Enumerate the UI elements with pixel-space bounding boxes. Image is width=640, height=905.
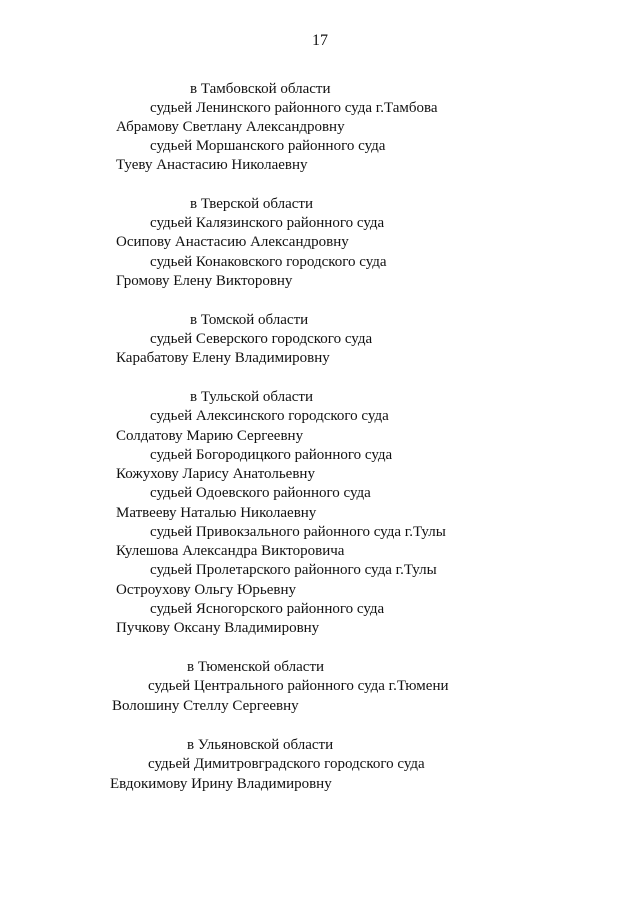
judge-name: Осипову Анастасию Александровну bbox=[116, 234, 349, 250]
appointment-line: судьей Ясногорского районного суда bbox=[150, 601, 385, 617]
region-heading: в Тульской области bbox=[190, 389, 314, 405]
appointment-line: судьей Пролетарского районного суда г.Тулы bbox=[150, 562, 437, 578]
region-heading: в Тюменской области bbox=[187, 659, 325, 675]
appointment-line: судьей Димитровградского городского суда bbox=[148, 756, 425, 772]
region-heading: в Тамбовской области bbox=[190, 81, 331, 97]
judge-name: Евдокимову Ирину Владимировну bbox=[110, 776, 332, 792]
region-heading: в Ульяновской области bbox=[187, 737, 334, 753]
appointment-line: судьей Моршанского районного суда bbox=[150, 138, 386, 154]
judge-name: Кожухову Ларису Анатольевну bbox=[116, 466, 315, 482]
judge-name: Солдатову Марию Сергеевну bbox=[116, 428, 304, 444]
judge-name: Туеву Анастасию Николаевну bbox=[116, 157, 308, 173]
appointment-line: судьей Алексинского городского суда bbox=[150, 408, 389, 424]
appointment-line: судьей Одоевского районного суда bbox=[150, 485, 371, 501]
appointment-line: судьей Богородицкого районного суда bbox=[150, 447, 393, 463]
judge-name: Матвееву Наталью Николаевну bbox=[116, 505, 317, 521]
judge-name: Громову Елену Викторовну bbox=[116, 273, 293, 289]
region-heading: в Томской области bbox=[190, 312, 309, 328]
appointment-line: судьей Привокзального районного суда г.Тулы bbox=[150, 524, 446, 540]
judge-name: Кулешова Александра Викторовича bbox=[116, 543, 345, 559]
judge-name: Остроухову Ольгу Юрьевну bbox=[116, 582, 296, 598]
judge-name: Волошину Стеллу Сергеевну bbox=[112, 698, 299, 714]
appointment-line: судьей Ленинского районного суда г.Тамбова bbox=[150, 100, 438, 116]
appointment-line: судьей Калязинского районного суда bbox=[150, 215, 385, 231]
appointment-line: судьей Центрального районного суда г.Тюмени bbox=[148, 678, 449, 694]
region-heading: в Тверской области bbox=[190, 196, 314, 212]
judge-name: Абрамову Светлану Александровну bbox=[116, 119, 345, 135]
appointment-line: судьей Конаковского городского суда bbox=[150, 254, 387, 270]
page-number: 17 bbox=[312, 32, 328, 49]
appointment-line: судьей Северского городского суда bbox=[150, 331, 373, 347]
judge-name: Пучкову Оксану Владимировну bbox=[116, 620, 320, 636]
judge-name: Карабатову Елену Владимировну bbox=[116, 350, 330, 366]
